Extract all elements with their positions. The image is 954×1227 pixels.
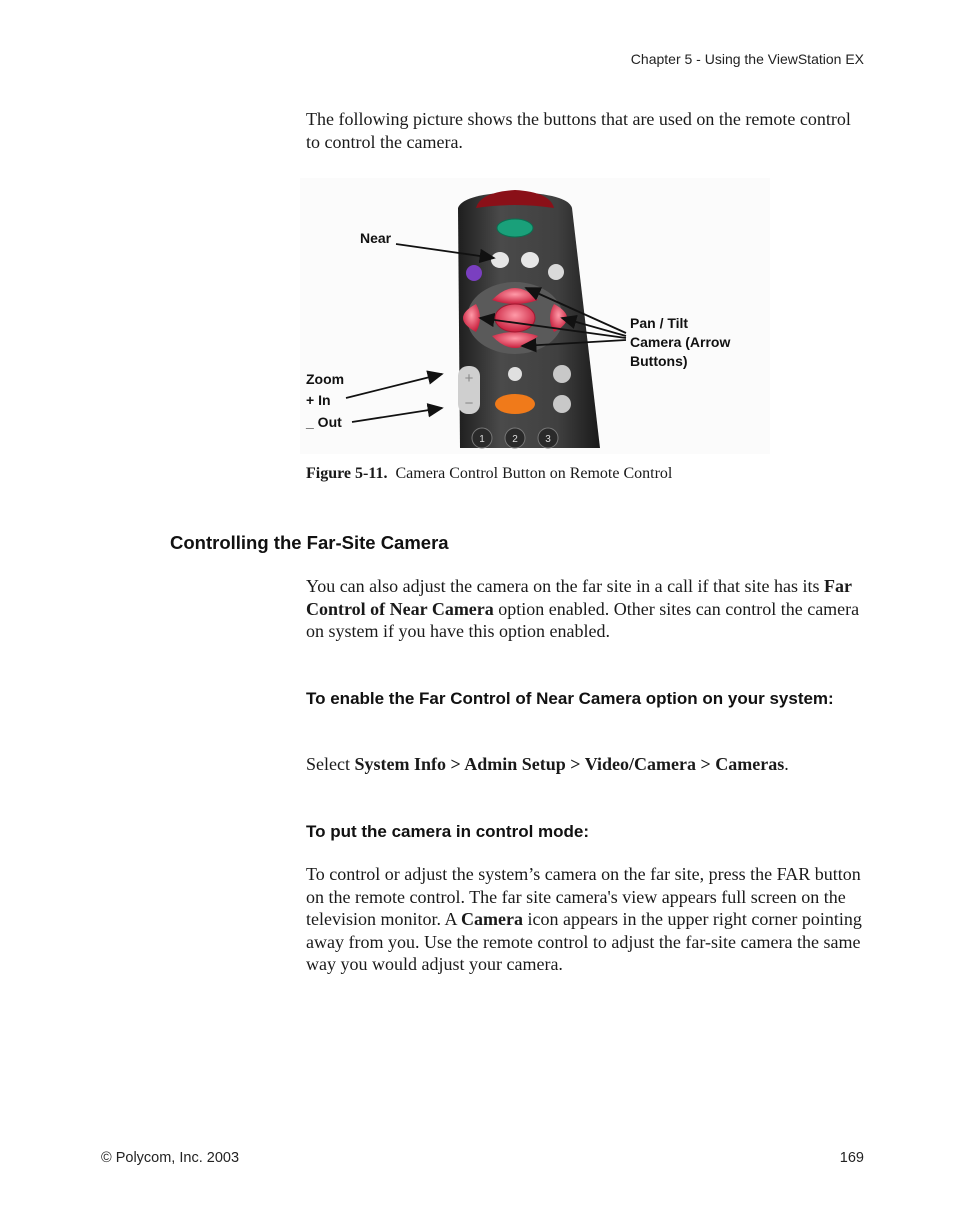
near-button xyxy=(491,252,509,268)
down-small-button xyxy=(553,395,571,413)
svg-text:+: + xyxy=(464,370,474,387)
center-select-button xyxy=(495,304,535,332)
page-number: 169 xyxy=(839,1150,864,1166)
label-zoom-in: + In xyxy=(306,392,331,408)
label-pan-tilt-1: Pan / Tilt xyxy=(630,315,689,331)
camera-icon-name: Camera xyxy=(461,909,523,930)
far-site-paragraph xyxy=(306,575,868,643)
intro-paragraph: The following picture shows the buttons that are used on the remote control to control the camera. xyxy=(306,109,851,152)
select-path-post: . xyxy=(784,754,789,774)
label-pan-tilt-2: Camera (Arrow xyxy=(630,334,731,350)
menu-path: System Info > Admin Setup > Video/Camera > Cameras xyxy=(354,754,785,774)
select-path-pre: Select xyxy=(306,754,355,774)
remote-control-figure xyxy=(300,178,770,454)
svg-text:−: − xyxy=(464,395,474,412)
label-zoom: Zoom xyxy=(306,371,345,387)
label-zoom-out: _ Out xyxy=(306,414,342,430)
control-mode-post: icon appears in the upper right corner pointing away from you. Use the remote control to adjust the far-site camera the same way you would adjust your camera. xyxy=(306,909,862,975)
small-button-3 xyxy=(548,264,564,280)
remote-control-illustration xyxy=(300,178,770,454)
keypad-label-3: 3 xyxy=(545,434,551,445)
figure-caption xyxy=(306,465,672,483)
far-control-option-name: Far Control of Near Camera xyxy=(306,576,852,619)
label-near: Near xyxy=(360,230,392,246)
purple-button xyxy=(466,265,482,281)
figure-caption-text: Camera Control Button on Remote Control xyxy=(395,465,673,482)
far-site-paragraph-post: option enabled. Other sites can control the camera on system if you have this option enabled. xyxy=(306,598,860,642)
figure-caption-label: Figure 5-11. xyxy=(306,465,388,482)
footer-copyright: © Polycom, Inc. 2003 xyxy=(101,1150,240,1166)
keypad-label-1: 1 xyxy=(479,434,485,445)
small-button-2 xyxy=(521,252,539,268)
section-heading: Controlling the Far-Site Camera xyxy=(170,532,449,553)
up-small-button xyxy=(553,365,571,383)
far-site-paragraph-pre: You can also adjust the camera on the far site in a call if that site has its xyxy=(306,576,825,596)
label-pan-tilt-3: Buttons) xyxy=(630,353,688,369)
control-mode-paragraph xyxy=(306,863,868,976)
control-mode-pre: To control or adjust the system’s camera on the far site, press the FAR button on the remote control. The far site camera's view appears full screen on the television monitor. A xyxy=(306,864,861,930)
keypad-label-2: 2 xyxy=(512,434,518,445)
procedure-heading-control-mode: To put the camera in control mode: xyxy=(306,822,590,841)
procedure-heading-enable: To enable the Far Control of Near Camera option on your system: xyxy=(306,689,834,708)
orange-button xyxy=(495,394,535,414)
green-button xyxy=(497,219,533,237)
middle-small-button xyxy=(508,367,522,381)
select-path-paragraph xyxy=(306,753,868,776)
running-header: Chapter 5 - Using the ViewStation EX xyxy=(630,51,864,67)
